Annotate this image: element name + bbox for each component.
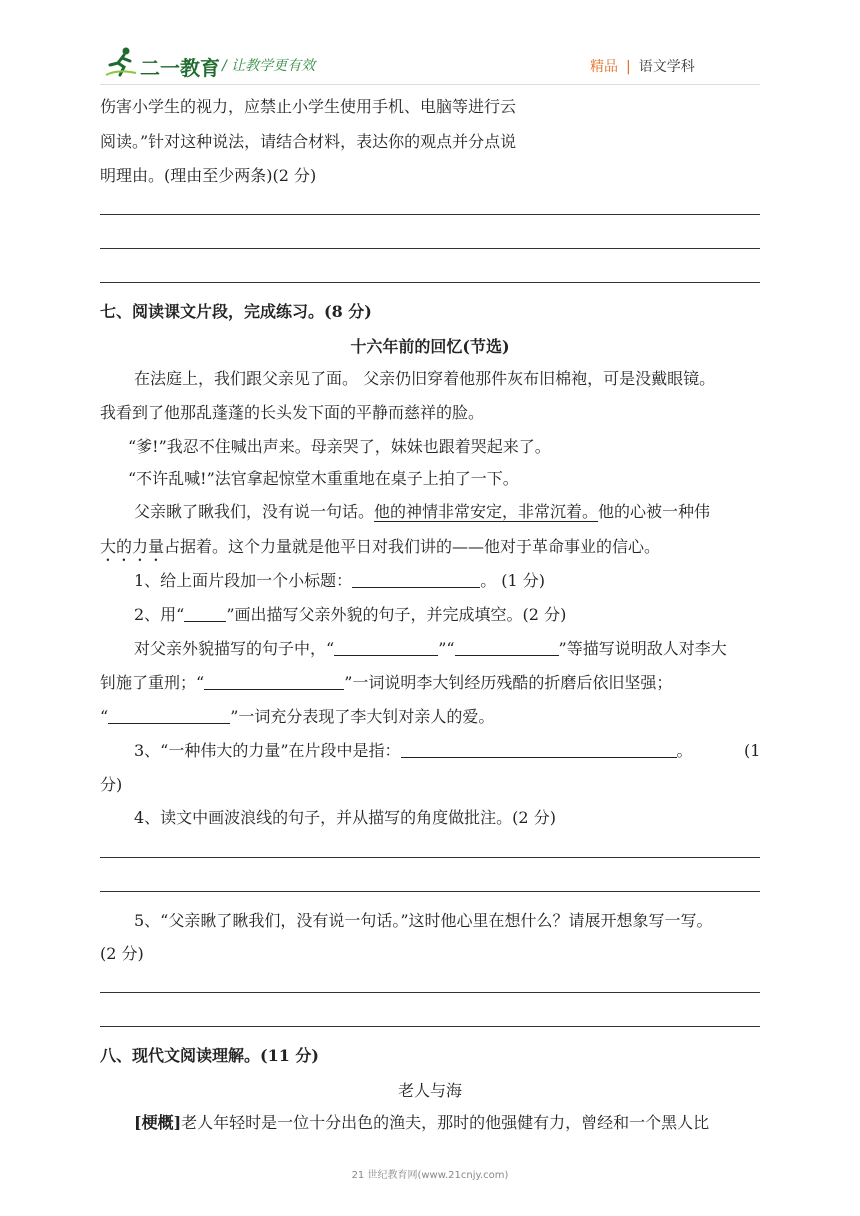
emphasized-phrase: 大的力量 (100, 537, 165, 556)
answer-line[interactable] (100, 992, 760, 993)
question-score: 。 (1 分) (480, 571, 546, 590)
question-text-line: 阅读。”针对这种说法，请结合材料，表达你的观点并分点说 (100, 132, 517, 151)
question-2 (134, 604, 566, 626)
question-text: 2、用“ (134, 605, 185, 624)
answer-line[interactable] (100, 891, 760, 892)
question-text: 钊施了重刑；“ (100, 673, 205, 692)
summary-line (134, 1112, 709, 1134)
passage-line: “不许乱喊!”法官拿起惊堂木重重地在桌子上拍了一下。 (128, 469, 519, 488)
header-divider (100, 84, 760, 85)
section-heading: 七、阅读课文片段，完成练习。(8 分) (100, 302, 372, 321)
answer-blank[interactable] (455, 639, 559, 656)
summary-text: 老人年轻时是一位十分出色的渔夫，那时的他强健有力，曾经和一个黑人比 (181, 1113, 710, 1132)
answer-blank[interactable] (401, 741, 677, 758)
passage-line: 在法庭上，我们跟父亲见了面。 父亲仍旧穿着他那件灰布旧棉袍，可是没戴眼镜。 (134, 369, 716, 388)
answer-line[interactable] (100, 1026, 760, 1027)
answer-blank[interactable] (352, 571, 480, 588)
question-text: ”一词充分表现了李大钊对亲人的爱。 (230, 707, 495, 726)
question-2-fill-line (134, 638, 727, 660)
question-text-line: 伤害小学生的视力，应禁止小学生使用手机、电脑等进行云 (100, 97, 517, 116)
passage-text: 占据着。这个力量就是他平日对我们讲的——他对于革命事业的信心。 (164, 537, 661, 556)
question-score: (1 (744, 741, 761, 760)
question-text: “ (100, 707, 109, 726)
answer-blank[interactable] (108, 707, 230, 724)
subject-label: 语文学科 (638, 59, 695, 75)
answer-blank[interactable] (334, 639, 438, 656)
header-right (590, 56, 695, 76)
question-5: 5、“父亲瞅了瞅我们，没有说一句话。”这时他心里在想什么？请展开想象写一写。 (134, 911, 713, 930)
underlined-sentence: 他的神情非常安定，非常沉着。 (374, 502, 599, 521)
passage-line (134, 501, 710, 523)
section-heading: 八、现代文阅读理解。(11 分) (100, 1046, 319, 1065)
page-header (0, 0, 860, 90)
summary-label: [梗概] (134, 1113, 182, 1132)
passage-text: 他的心被一种伟 (598, 502, 711, 521)
question-text: 1、给上面片段加一个小标题： (134, 571, 353, 590)
passage-line: 我看到了他那乱蓬蓬的长头发下面的平静而慈祥的脸。 (100, 403, 485, 422)
question-1 (134, 570, 545, 592)
answer-line[interactable] (100, 857, 760, 858)
question-text: ”“ (438, 639, 455, 658)
question-text: 3、“一种伟大的力量”在片段中是指： (134, 741, 401, 760)
passage-title: 老人与海 (397, 1081, 462, 1100)
running-man-logo-icon (104, 45, 138, 79)
passage-title: 十六年前的回忆(节选) (350, 337, 510, 356)
answer-line[interactable] (100, 214, 760, 215)
underline-sample (184, 605, 226, 622)
question-text: 。 (676, 741, 693, 760)
question-score: (2 分) (100, 944, 144, 963)
page-footer: 21 世纪教育网(www.21cnjy.com) (351, 1170, 509, 1181)
passage-text: 父亲瞅了瞅我们，没有说一句话。 (134, 502, 375, 521)
answer-line[interactable] (100, 282, 760, 283)
question-text-line: 明理由。(理由至少两条)(2 分) (100, 166, 317, 185)
question-text: 对父亲外貌描写的句子中，“ (134, 639, 335, 658)
question-3 (134, 740, 693, 762)
question-2-fill-line (100, 706, 494, 728)
quality-label: 精品 (590, 59, 618, 75)
question-text: ”等描写说明敌人对李大 (558, 639, 727, 658)
answer-blank[interactable] (204, 673, 344, 690)
question-2-fill-line (100, 672, 672, 694)
question-score: 分) (100, 775, 123, 794)
logo-text: 二一教育 (140, 56, 220, 80)
question-4: 4、读文中画波浪线的句子，并从描写的角度做批注。(2 分) (134, 808, 556, 827)
logo-slogan: / 让教学更有效 (222, 58, 316, 74)
answer-line[interactable] (100, 248, 760, 249)
passage-line: “爹!”我忍不住喊出声来。母亲哭了，妹妹也跟着哭起来了。 (128, 437, 551, 456)
passage-line (100, 536, 660, 565)
header-separator: | (626, 59, 631, 75)
question-text: ”画出描写父亲外貌的句子，并完成填空。(2 分) (226, 605, 567, 624)
question-text: ”一词说明李大钊经历残酷的折磨后依旧坚强； (344, 673, 673, 692)
